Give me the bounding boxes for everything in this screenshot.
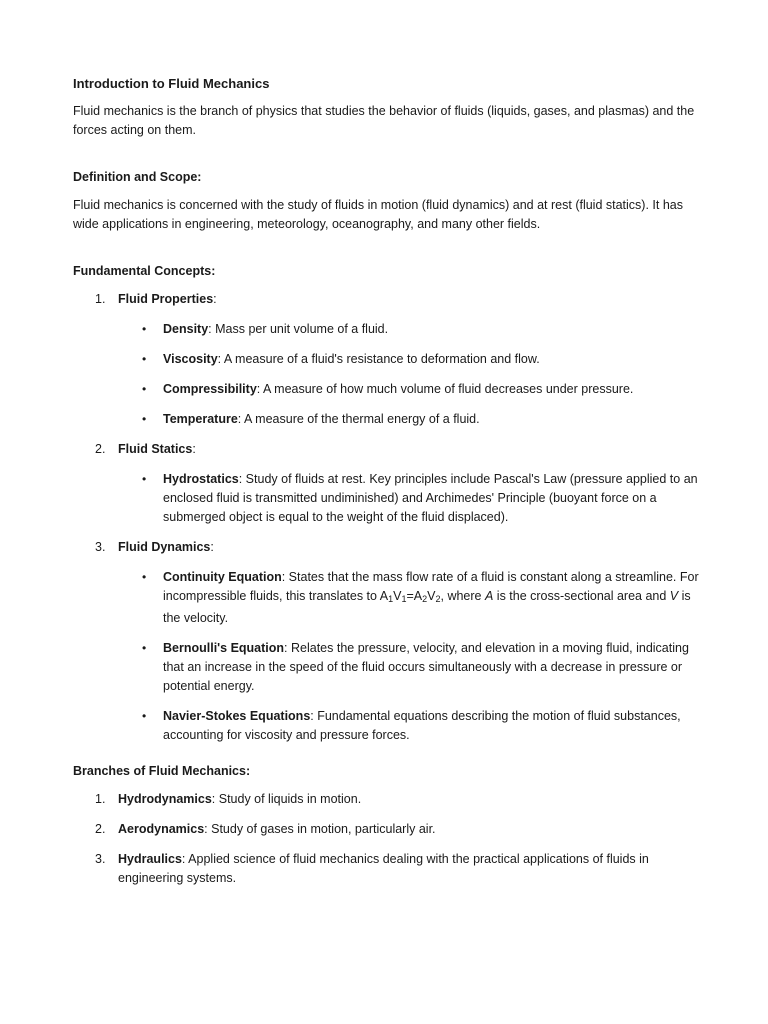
list-item — [73, 850, 703, 888]
bullet-item: • Continuity Equation: States that the mass flow rate of a fluid is constant along a streamline. For incompressible fluids, this translates to $A_1V_1=A_2V_2$, where A is the cross-sectional area and V is the velocity. — [142, 570, 699, 625]
list-number: 2. — [95, 442, 106, 456]
definition-heading: Definition and Scope: — [73, 170, 202, 184]
bullet-item: • Density: Mass per unit volume of a fluid. — [118, 320, 703, 339]
list-item — [73, 538, 703, 745]
list-item-text: Hydraulics: Applied science of fluid mechanics dealing with the practical applications of fluids in engineering systems. — [118, 852, 649, 885]
bullet-item: • Viscosity: A measure of a fluid's resistance to deformation and flow. — [118, 350, 703, 369]
bullet-item: • Compressibility: A measure of how much volume of fluid decreases under pressure. — [118, 380, 703, 399]
bullet-icon: • — [142, 412, 147, 426]
list-item-text: Aerodynamics: Study of gases in motion, particularly air. — [118, 822, 436, 836]
bullet-icon: • — [142, 322, 147, 336]
list-item — [73, 440, 703, 527]
bullet-item: • Temperature: A measure of the thermal energy of a fluid. — [118, 410, 703, 429]
branches-list — [73, 790, 703, 888]
bullet-list — [118, 320, 703, 429]
document-title: Introduction to Fluid Mechanics — [73, 76, 270, 91]
list-number: 3. — [95, 852, 106, 866]
bullet-item: • Bernoulli's Equation: Relates the pressure, velocity, and elevation in a moving fluid, indicating that an increase in the speed of the fluid occurs simultaneously with a decrease in pressure or potential energy. — [142, 641, 689, 693]
bullet-item: • Navier-Stokes Equations: Fundamental equations describing the motion of fluid substances, accounting for viscosity and pressure forces. — [142, 709, 681, 742]
bullet-icon: • — [142, 641, 147, 655]
intro-paragraph: Fluid mechanics is the branch of physics that studies the behavior of fluids (liquids, gases, and plasmas) and the forces acting on them. — [73, 104, 695, 137]
document-page — [73, 74, 703, 899]
list-number: 1. — [95, 292, 106, 306]
list-number: 2. — [95, 822, 106, 836]
bullet-item: • Hydrostatics: Study of fluids at rest. Key principles include Pascal's Law (pressure applied to an enclosed fluid is transmitted undiminished) and Archimedes' Principle (buoyant force on a submerged object is equal to the weight of the fluid displaced). — [142, 472, 698, 524]
bullet-list — [118, 568, 703, 745]
branches-heading: Branches of Fluid Mechanics: — [73, 764, 251, 778]
list-item-label: Fluid Dynamics: — [118, 540, 214, 554]
list-item — [73, 790, 703, 809]
bullet-icon: • — [142, 352, 147, 366]
bullet-icon: • — [142, 570, 147, 584]
list-item-text: Hydrodynamics: Study of liquids in motion. — [118, 792, 362, 806]
bullet-icon: • — [142, 709, 147, 723]
list-item — [73, 820, 703, 839]
list-number: 1. — [95, 792, 106, 806]
list-number: 3. — [95, 540, 106, 554]
fundamentals-list — [73, 290, 703, 745]
fundamentals-heading: Fundamental Concepts: — [73, 264, 216, 278]
definition-paragraph: Fluid mechanics is concerned with the study of fluids in motion (fluid dynamics) and at rest (fluid statics). It has wide applications in engineering, meteorology, oceanography, and many other fields. — [73, 198, 683, 231]
bullet-icon: • — [142, 382, 147, 396]
list-item-label: Fluid Properties: — [118, 292, 217, 306]
list-item-label: Fluid Statics: — [118, 442, 196, 456]
bullet-list — [118, 470, 703, 527]
bullet-icon: • — [142, 472, 147, 486]
list-item — [73, 290, 703, 429]
